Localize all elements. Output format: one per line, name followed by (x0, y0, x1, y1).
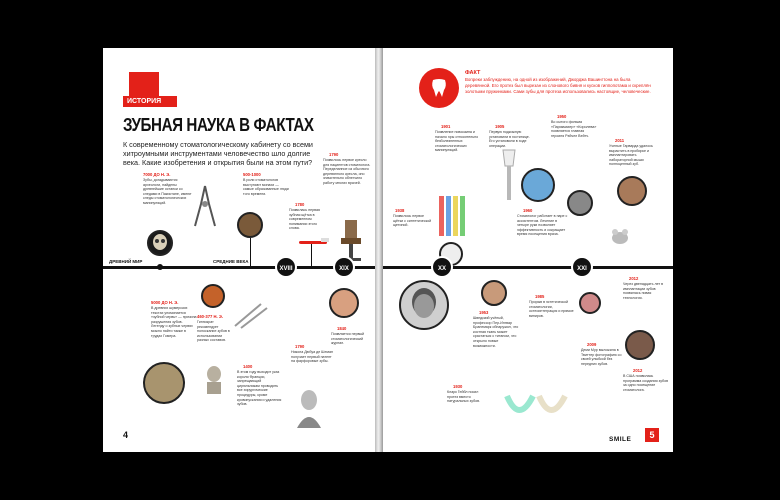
event-year: 1985 (535, 294, 545, 299)
event-year: 2011 (615, 138, 625, 143)
event-year: 1930 (453, 384, 463, 389)
magazine-brand: SMILE (609, 436, 632, 443)
event-year: 460-377 Н. Э. (197, 314, 224, 319)
ancient-art-image (201, 284, 225, 308)
event-text: Прорыв в эстетической стоматологии, остеоинтеграция и прямое виниров. (529, 300, 574, 318)
dental-chair-image (335, 216, 365, 262)
event-year: 2009 (587, 342, 597, 347)
dentist-photo-image (521, 168, 555, 202)
test-tubes-image (437, 192, 467, 240)
event-text: Первую подкожную установили в гостинице. Его установили в ходе операции. (489, 130, 530, 148)
article-title: ЗУБНАЯ НАУКА В ФАКТАХ (123, 114, 314, 135)
connector (311, 244, 312, 266)
event-text: Зубы, догадываются археологи, найдены древнейшие останки со следами в Пакистане, имеют следы стоматологических манипуляций. (143, 178, 192, 205)
spine (375, 48, 383, 452)
scientist-portrait (481, 280, 507, 306)
event-text: В древних шумерских текстах упоминается «зубной червь» — причина разрушения зубов. Легенду о зубных червях можно найти также в трудах Гомера. (151, 306, 197, 338)
event-year: 1953 (479, 310, 489, 315)
event-year: 1901 (441, 124, 451, 129)
implant-image (501, 148, 517, 206)
event-text: Гиппократ рекомендует полоскание зубов в использовании разных составов. (197, 320, 230, 343)
hippocrates-bust-image (203, 364, 225, 394)
fact-label: ФАКТ (465, 70, 481, 76)
event-text: Появилось первое щётки с синтетической щетиной. (393, 214, 432, 228)
event-text: Во сытого фильма «Парикмахер» «Королева» появляется главная героиня Рэйчел Вейтч. (551, 120, 597, 138)
event-text: Шведский учёный, профессор Пер-Ингвар Бранемарк обнаружил, что костная ткань может срастаться с титаном, что открыло новые возможности. (473, 316, 519, 348)
timeline-line (383, 266, 673, 269)
fact-text: Вопреки заблуждению, на одной из изображений, Джорджа Вашингтона на была деревянной. Его протез был вырезан из слонового бивня и кусков гиппопотама и скреплён золотыми пружинками. Сами зубы для протеза использовались настоящие, человеческие. (465, 77, 651, 94)
rubric-bar (123, 96, 177, 107)
event-year: 1790 (329, 152, 339, 157)
article-intro: К современному стоматологическому кабинету со всеми хитроумными инструментами человечество шло долгие века. Какие изобретения и открытия были на этом пути? (123, 140, 313, 168)
era-label: ДРЕВНИЙ МИР (109, 259, 143, 264)
century-marker: XXI (571, 256, 593, 278)
event-text: Деми Мур выложила в Твиттер фотографию со своей улыбкой без передних зубов. (581, 348, 622, 366)
right-page (383, 48, 673, 452)
century-marker: XVIII (275, 256, 297, 278)
man-portrait-image (617, 176, 647, 206)
event-year: 1938 (395, 208, 405, 213)
event-text: Появилась первая зубная щётка в современном понимании этого слова. (289, 208, 320, 231)
event-year: 2012 (633, 368, 643, 373)
event-year: 7000 ДО Н. Э. (143, 172, 171, 177)
page-number: 5 (645, 428, 659, 442)
mouse-image (609, 224, 631, 246)
century-marker: XX (431, 256, 453, 278)
event-text: Ученые Гарварда удалось вырастить в пробирке и имплантировать лабораторной мыши полноценный зуб. (609, 144, 653, 167)
forceps-image (191, 184, 219, 228)
event-year: 1840 (337, 326, 347, 331)
event-text: В США появилась программа создания зубов за одно посещение стоматолога. (623, 374, 668, 392)
event-text: В роли стоматологов выступают монахи — самые образованные люди того времени. (243, 178, 289, 196)
event-year: 1790 (295, 344, 305, 349)
monk-image (237, 212, 263, 238)
event-text: Никола Дюбуа де Шеман получает первый патент на фарфоровые зубы. (291, 350, 333, 364)
event-text: Появляется первый стоматологический журнал. (331, 332, 365, 346)
woman-portrait (579, 292, 601, 314)
tooth-icon (419, 68, 459, 108)
clark-gable-portrait (399, 280, 449, 330)
era-label: СРЕДНИЕ ВЕКА (213, 259, 249, 264)
event-text: Появление новокаина и начало эры относительно безболезненных стоматологических манипуляций. (435, 130, 479, 153)
century-marker: XIX (333, 256, 355, 278)
event-year: 1400 (243, 364, 253, 369)
dental-tools-image (231, 300, 271, 330)
rubric-label: ИСТОРИЯ (127, 98, 162, 105)
man-smiling-portrait (625, 330, 655, 360)
event-year: 1960 (523, 208, 533, 213)
event-year: 5000 ДО Н. Э. (151, 300, 179, 305)
event-text: Появилось первое кресло для пациентов стоматолога. Переделанное из обычного деревянного кресла, оно значительно облегчило работу многих врачей. (323, 158, 371, 185)
event-year: 2012 (629, 276, 639, 281)
event-year: 1905 (495, 124, 505, 129)
lady-portrait-image (329, 288, 359, 318)
page-number: 4 (123, 430, 129, 440)
rubric-block (129, 72, 159, 98)
event-year: 1950 (557, 114, 567, 119)
skull-image (147, 230, 173, 256)
event-text: Стоматолог работает в паре с ассистентом. Лечение в четыре руки позволяет эффективность и сокращает время посещения врача. (517, 214, 568, 237)
cuneiform-tablet-image (143, 362, 185, 404)
event-year: 1780 (295, 202, 305, 207)
connector (250, 238, 251, 266)
event-text: В этом году выходит указ короля Франции, запрещающий цирюльникам проводить все хирургические процедуры, кроме кровопускания и удаления зубов. (237, 370, 282, 407)
event-text: Через двенадцать лет в имплантации зубов появилась новая технология. (623, 282, 664, 300)
event-text: Кларк Гейбл носил протез вместо натуральных зубов. (447, 390, 481, 404)
left-page (103, 48, 375, 452)
toothbrush-image (297, 234, 331, 244)
event-year: 500-1000 (243, 172, 261, 177)
film-actor-image (567, 190, 593, 216)
portrait-engraving-image (293, 386, 325, 428)
dental-aligners-image (503, 388, 569, 428)
